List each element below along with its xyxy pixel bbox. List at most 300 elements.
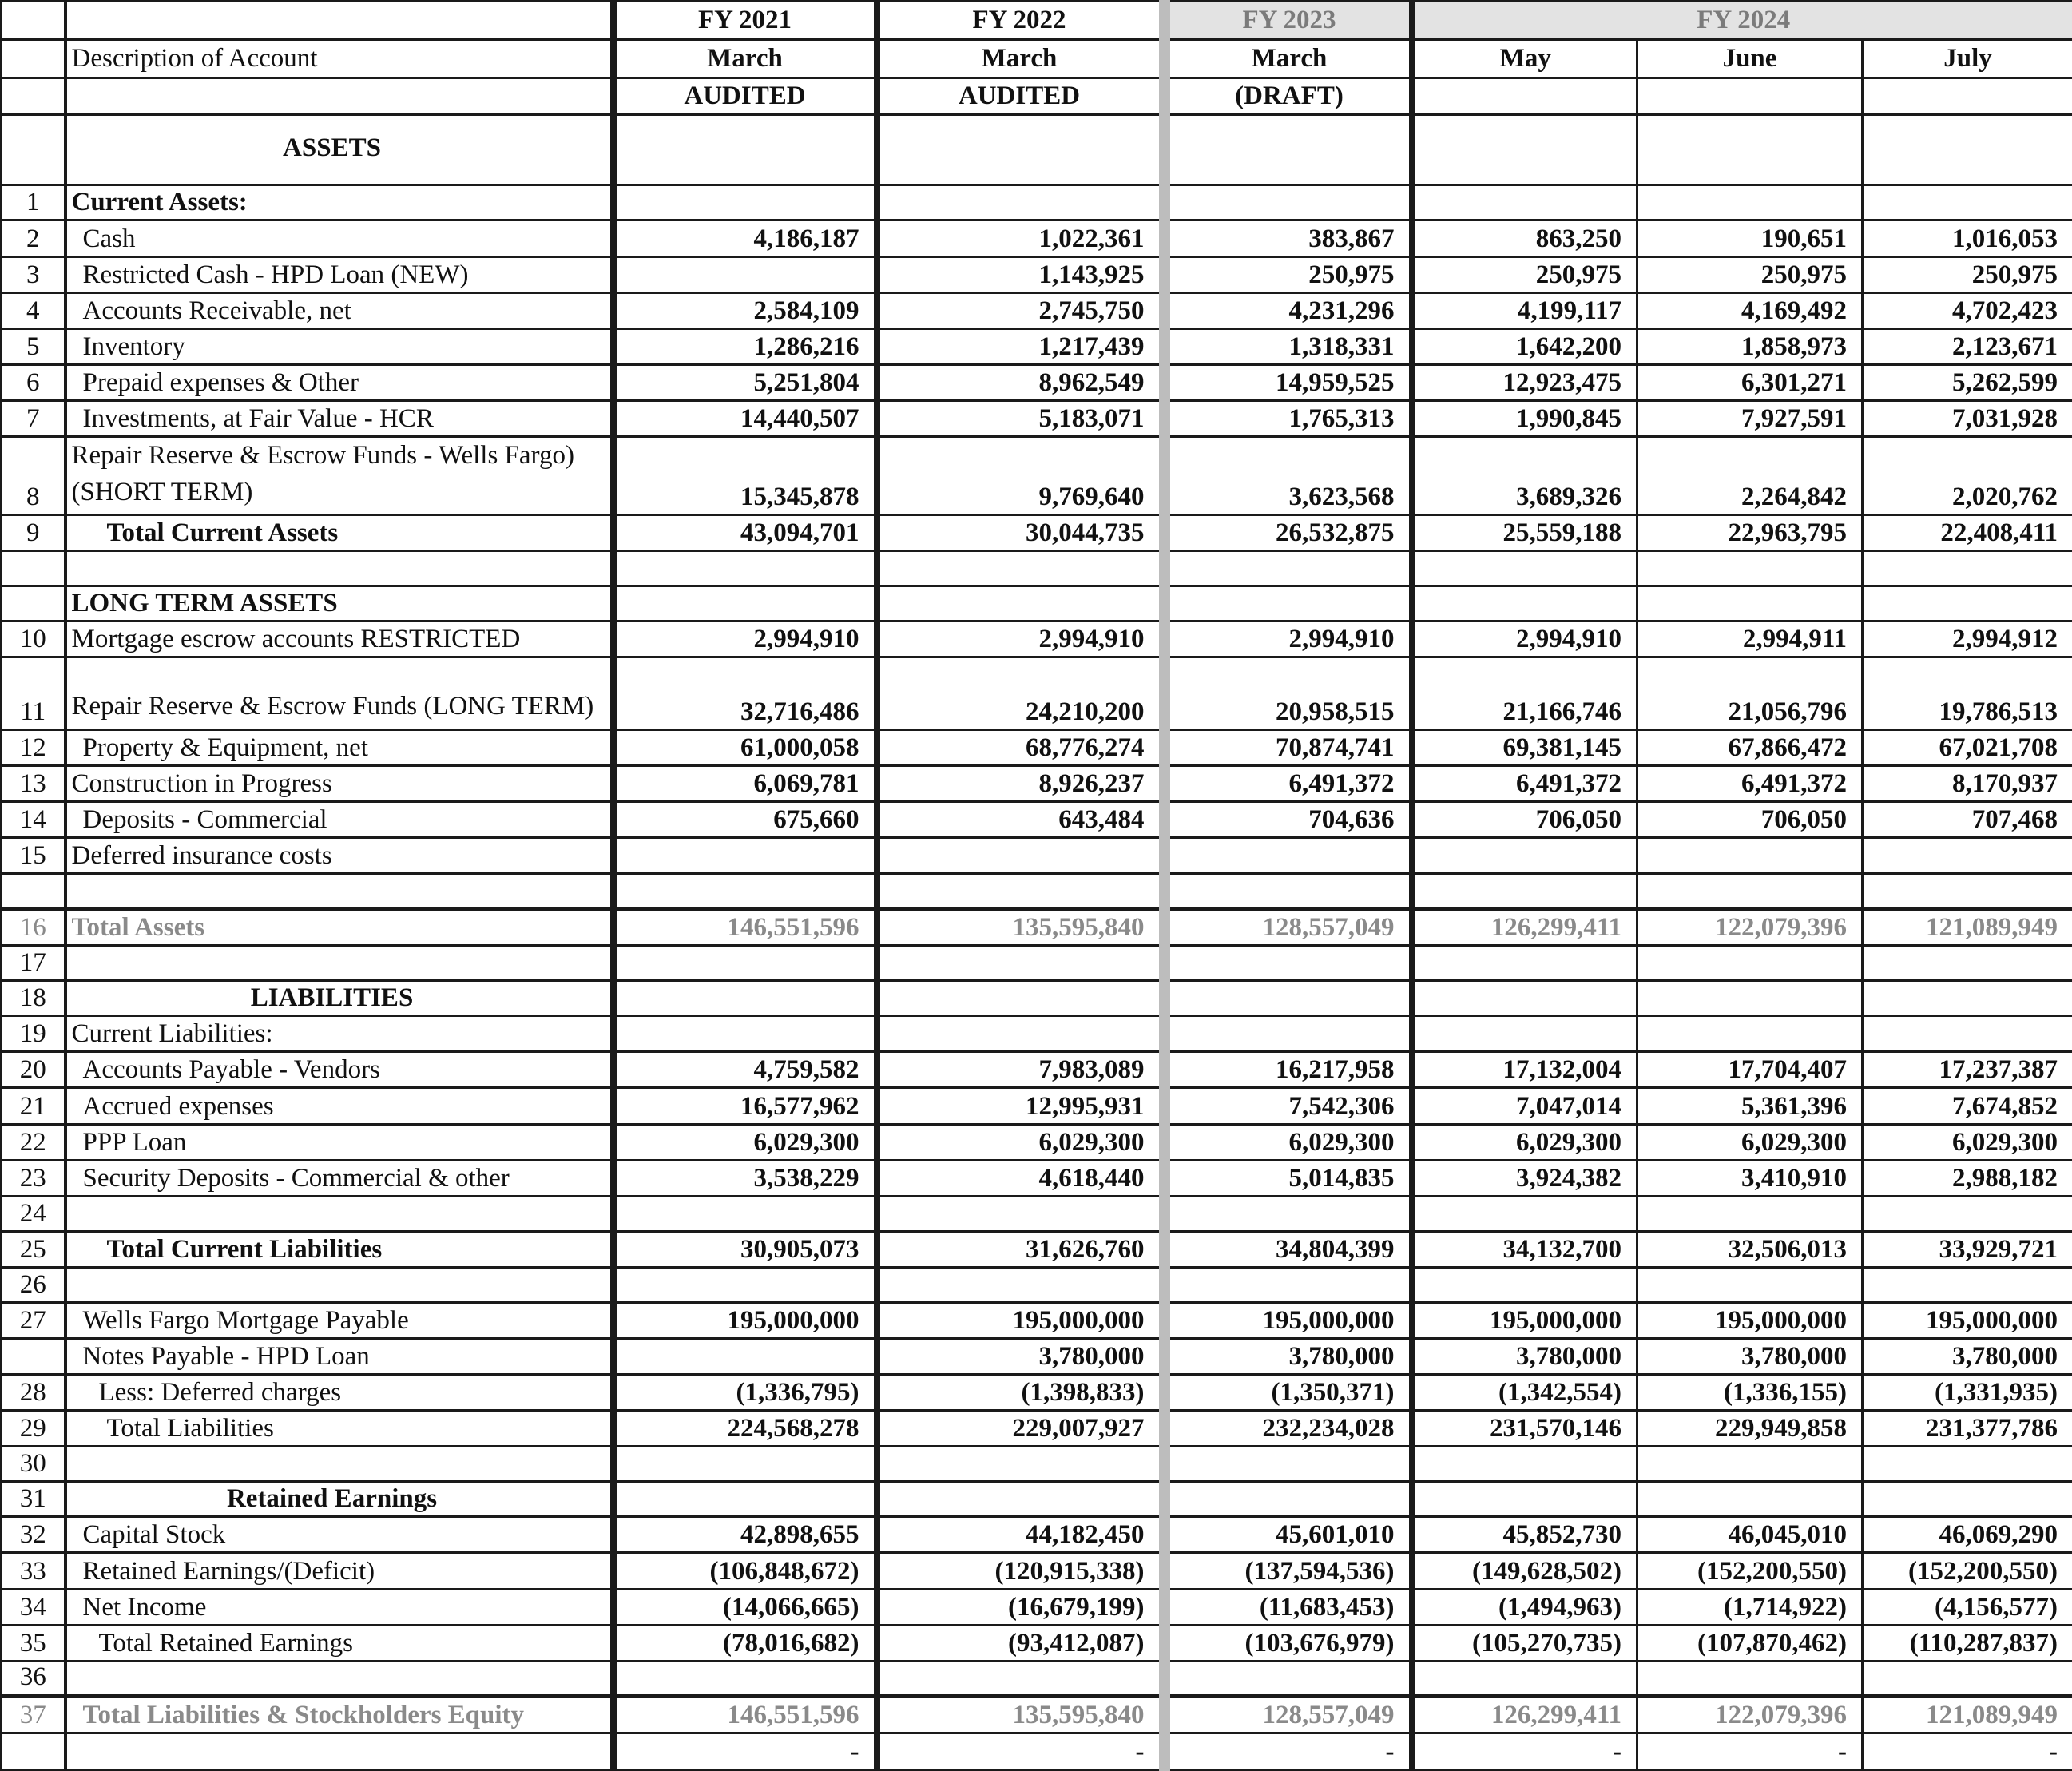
- value-fy2024-may: 1,642,200: [1412, 328, 1637, 364]
- value-fy2024-june: [1637, 1016, 1863, 1052]
- value-fy2024-july: 231,377,786: [1863, 1411, 2072, 1447]
- value-fy2024-may: [1412, 1016, 1637, 1052]
- value-fy2021-march: [613, 1482, 877, 1517]
- value-fy2024-june: 5,361,396: [1637, 1088, 1863, 1124]
- value-fy2022-march: (120,915,338): [877, 1553, 1165, 1589]
- blank-row: [2, 1267, 2072, 1302]
- value-fy2023-march: 232,234,028: [1165, 1411, 1412, 1447]
- value-fy2022-march: [877, 837, 1165, 873]
- value-fy2024-july: 22,408,411: [1863, 515, 2072, 551]
- table-row: [2, 765, 2072, 801]
- line-number: 14: [2, 801, 65, 837]
- value-fy2022-march: 3,780,000: [877, 1338, 1165, 1374]
- blank-row: [2, 1196, 2072, 1231]
- line-number: [2, 873, 65, 908]
- fy2024-status-july: [1863, 78, 2072, 115]
- value-fy2021-march: 5,251,804: [613, 364, 877, 400]
- table-row: [2, 185, 2072, 220]
- value-fy2022-march: 68,776,274: [877, 729, 1165, 765]
- value-fy2024-june: (152,200,550): [1637, 1553, 1863, 1589]
- line-number: 3: [2, 256, 65, 292]
- line-number: 2: [2, 220, 65, 256]
- value-fy2021-march: 146,551,596: [613, 909, 877, 946]
- value-fy2022-march: [877, 1196, 1165, 1231]
- value-fy2021-march: [613, 1338, 877, 1374]
- value-fy2022-march: [877, 1016, 1165, 1052]
- table-row: [2, 1088, 2072, 1124]
- value-fy2022-march: (93,412,087): [877, 1625, 1165, 1661]
- value-fy2021-march: 4,759,582: [613, 1052, 877, 1088]
- value-fy2022-march: 7,983,089: [877, 1052, 1165, 1088]
- value-fy2024-may: 3,924,382: [1412, 1160, 1637, 1196]
- value-fy2022-march: -: [877, 1733, 1165, 1769]
- value-fy2024-may: 195,000,000: [1412, 1302, 1637, 1338]
- account-description: [65, 946, 613, 981]
- line-number: 33: [2, 1553, 65, 1589]
- value-fy2024-july: [1863, 981, 2072, 1016]
- value-fy2022-march: 24,210,200: [877, 657, 1165, 729]
- blank-row: [2, 873, 2072, 908]
- value-fy2024-july: 8,170,937: [1863, 765, 2072, 801]
- value-fy2021-march: [613, 873, 877, 908]
- value-fy2024-may: -: [1412, 1733, 1637, 1769]
- fy2023-status: (DRAFT): [1165, 78, 1412, 115]
- value-fy2024-july: 121,089,949: [1863, 909, 2072, 946]
- line-number: [2, 586, 65, 621]
- value-fy2024-may: 7,047,014: [1412, 1088, 1637, 1124]
- value-fy2024-july: 195,000,000: [1863, 1302, 2072, 1338]
- value-fy2021-march: 2,994,910: [613, 621, 877, 657]
- value-fy2023-march: (11,683,453): [1165, 1589, 1412, 1625]
- value-fy2023-march: 34,804,399: [1165, 1231, 1412, 1267]
- value-fy2024-may: 1,990,845: [1412, 400, 1637, 436]
- value-fy2022-march: 30,044,735: [877, 515, 1165, 551]
- value-fy2024-june: 21,056,796: [1637, 657, 1863, 729]
- account-description: Accounts Receivable, net: [65, 292, 613, 328]
- value-fy2024-june: 7,927,591: [1637, 400, 1863, 436]
- value-fy2024-may: [1412, 946, 1637, 981]
- value-fy2024-may: [1412, 1267, 1637, 1302]
- value-fy2023-march: 14,959,525: [1165, 364, 1412, 400]
- value-fy2024-june: [1637, 837, 1863, 873]
- value-fy2022-march: [877, 1447, 1165, 1482]
- line-number: [2, 1733, 65, 1769]
- value-fy2024-june: 229,949,858: [1637, 1411, 1863, 1447]
- account-description: Deferred insurance costs: [65, 837, 613, 873]
- account-description: Inventory: [65, 328, 613, 364]
- line-number: 22: [2, 1124, 65, 1160]
- fy2024-status-june: [1637, 78, 1863, 115]
- fy2021-status: AUDITED: [613, 78, 877, 115]
- value-fy2024-june: [1637, 1482, 1863, 1517]
- value-fy2021-march: 2,584,109: [613, 292, 877, 328]
- value-fy2022-march: [877, 1267, 1165, 1302]
- fy2024-status-may: [1412, 78, 1637, 115]
- value-fy2024-may: 4,199,117: [1412, 292, 1637, 328]
- value-fy2024-june: [1637, 185, 1863, 220]
- value-fy2023-march: 5,014,835: [1165, 1160, 1412, 1196]
- value-fy2021-march: 224,568,278: [613, 1411, 877, 1447]
- value-fy2024-june: [1637, 586, 1863, 621]
- line-number: 15: [2, 837, 65, 873]
- value-fy2021-march: 6,029,300: [613, 1124, 877, 1160]
- account-description: LONG TERM ASSETS: [65, 586, 613, 621]
- account-description: Repair Reserve & Escrow Funds - Wells Fargo) (SHORT TERM): [65, 436, 613, 514]
- value-fy2024-june: (1,714,922): [1637, 1589, 1863, 1625]
- value-fy2024-june: 6,301,271: [1637, 364, 1863, 400]
- table-row: [2, 1231, 2072, 1267]
- value-fy2023-march: (137,594,536): [1165, 1553, 1412, 1589]
- fy2021-year: FY 2021: [613, 2, 877, 40]
- table-row: [2, 657, 2072, 729]
- value-fy2024-july: [1863, 837, 2072, 873]
- value-fy2021-march: 3,538,229: [613, 1160, 877, 1196]
- value-fy2024-may: 863,250: [1412, 220, 1637, 256]
- value-fy2024-may: 706,050: [1412, 801, 1637, 837]
- table-row: [2, 1124, 2072, 1160]
- value-fy2024-june: 4,169,492: [1637, 292, 1863, 328]
- account-description: PPP Loan: [65, 1124, 613, 1160]
- account-description: [65, 551, 613, 586]
- value-fy2024-june: [1637, 1661, 1863, 1696]
- value-fy2023-march: [1165, 981, 1412, 1016]
- value-fy2024-june: [1637, 1447, 1863, 1482]
- value-fy2022-march: 135,595,840: [877, 1696, 1165, 1733]
- table-row: [2, 1302, 2072, 1338]
- line-number: 13: [2, 765, 65, 801]
- value-fy2024-july: 2,994,912: [1863, 621, 2072, 657]
- value-fy2021-march: 14,440,507: [613, 400, 877, 436]
- value-fy2023-march: 7,542,306: [1165, 1088, 1412, 1124]
- value-fy2023-march: 6,029,300: [1165, 1124, 1412, 1160]
- line-number-header: [2, 40, 65, 78]
- account-description: Total Retained Earnings: [65, 1625, 613, 1661]
- value-fy2024-june: 122,079,396: [1637, 909, 1863, 946]
- table-row: [2, 1160, 2072, 1196]
- line-number: 18: [2, 981, 65, 1016]
- account-description: Accounts Payable - Vendors: [65, 1052, 613, 1088]
- value-fy2024-june: (107,870,462): [1637, 1625, 1863, 1661]
- value-fy2024-july: 4,702,423: [1863, 292, 2072, 328]
- desc-header-blank: [65, 78, 613, 115]
- value-fy2024-june: [1637, 1267, 1863, 1302]
- value-fy2024-june: [1637, 551, 1863, 586]
- value-fy2023-march: [1165, 1196, 1412, 1231]
- value-fy2022-march: 2,994,910: [877, 621, 1165, 657]
- account-description: Cash: [65, 220, 613, 256]
- value-fy2024-july: [1863, 1016, 2072, 1052]
- value-fy2024-july: 5,262,599: [1863, 364, 2072, 400]
- value-fy2024-july: 707,468: [1863, 801, 2072, 837]
- value-fy2024-may: 34,132,700: [1412, 1231, 1637, 1267]
- value-fy2024-july: 3,780,000: [1863, 1338, 2072, 1374]
- value-fy2024-june: [1637, 946, 1863, 981]
- account-description: Construction in Progress: [65, 765, 613, 801]
- fy2022-status: AUDITED: [877, 78, 1165, 115]
- fy2024-year: FY 2024: [1412, 2, 2072, 40]
- value-fy2022-march: 12,995,931: [877, 1088, 1165, 1124]
- value-fy2022-march: 1,022,361: [877, 220, 1165, 256]
- value-fy2024-june: 46,045,010: [1637, 1517, 1863, 1553]
- value-fy2024-july: [1863, 1196, 2072, 1231]
- table-row: [2, 909, 2072, 946]
- table-row: [2, 1696, 2072, 1733]
- value-fy2024-july: 46,069,290: [1863, 1517, 2072, 1553]
- line-number: 26: [2, 1267, 65, 1302]
- value-fy2024-july: [1863, 1447, 2072, 1482]
- value-fy2022-march: 9,769,640: [877, 436, 1165, 514]
- value-fy2022-march: 4,618,440: [877, 1160, 1165, 1196]
- value-fy2024-may: (1,342,554): [1412, 1375, 1637, 1411]
- table-row: [2, 400, 2072, 436]
- value-fy2023-march: 3,780,000: [1165, 1338, 1412, 1374]
- line-number: 34: [2, 1589, 65, 1625]
- value-fy2022-march: 195,000,000: [877, 1302, 1165, 1338]
- table-row: [2, 1052, 2072, 1088]
- value-fy2021-march: 15,345,878: [613, 436, 877, 514]
- value-fy2023-march: [1165, 586, 1412, 621]
- value-fy2021-march: 16,577,962: [613, 1088, 877, 1124]
- value-fy2024-june: 2,994,911: [1637, 621, 1863, 657]
- table-row: [2, 220, 2072, 256]
- value-fy2021-march: (1,336,795): [613, 1375, 877, 1411]
- value-fy2021-march: [613, 1447, 877, 1482]
- value-fy2024-july: 2,020,762: [1863, 436, 2072, 514]
- value-fy2021-march: 1,286,216: [613, 328, 877, 364]
- value-fy2024-june: 17,704,407: [1637, 1052, 1863, 1088]
- value-fy2024-may: [1412, 1482, 1637, 1517]
- value-fy2022-march: 6,029,300: [877, 1124, 1165, 1160]
- header-row-month: [2, 40, 2072, 78]
- value-fy2024-may: [1412, 586, 1637, 621]
- line-number: 4: [2, 292, 65, 328]
- line-number: 19: [2, 1016, 65, 1052]
- value-fy2024-june: 67,866,472: [1637, 729, 1863, 765]
- line-number: 10: [2, 621, 65, 657]
- value-fy2022-march: (16,679,199): [877, 1589, 1165, 1625]
- value-fy2021-march: [613, 256, 877, 292]
- blank-row: [2, 1661, 2072, 1696]
- value-fy2024-june: 6,491,372: [1637, 765, 1863, 801]
- value-fy2024-june: [1637, 1196, 1863, 1231]
- desc-header-blank: [65, 2, 613, 40]
- account-description: Retained Earnings: [65, 1482, 613, 1517]
- line-number: 31: [2, 1482, 65, 1517]
- value-fy2024-may: (1,494,963): [1412, 1589, 1637, 1625]
- value-fy2022-march: 8,926,237: [877, 765, 1165, 801]
- blank-row: [2, 551, 2072, 586]
- line-number: [2, 551, 65, 586]
- value-fy2022-march: 1,217,439: [877, 328, 1165, 364]
- value-fy2023-march: [1165, 1016, 1412, 1052]
- value-fy2024-june: [1637, 115, 1863, 185]
- value-fy2024-may: 126,299,411: [1412, 1696, 1637, 1733]
- value-fy2023-march: [1165, 185, 1412, 220]
- account-description: Total Liabilities: [65, 1411, 613, 1447]
- table-row: [2, 115, 2072, 185]
- value-fy2024-may: [1412, 873, 1637, 908]
- value-fy2024-july: [1863, 551, 2072, 586]
- line-number: 5: [2, 328, 65, 364]
- value-fy2022-march: 44,182,450: [877, 1517, 1165, 1553]
- fy2022-month: March: [877, 40, 1165, 78]
- value-fy2024-july: [1863, 873, 2072, 908]
- account-description: Total Current Liabilities: [65, 1231, 613, 1267]
- fy2023-month: March: [1165, 40, 1412, 78]
- value-fy2024-may: 45,852,730: [1412, 1517, 1637, 1553]
- value-fy2023-march: 70,874,741: [1165, 729, 1412, 765]
- table-row: [2, 436, 2072, 514]
- account-description: LIABILITIES: [65, 981, 613, 1016]
- table-row: [2, 292, 2072, 328]
- value-fy2024-july: 6,029,300: [1863, 1124, 2072, 1160]
- value-fy2024-may: (149,628,502): [1412, 1553, 1637, 1589]
- value-fy2024-june: 190,651: [1637, 220, 1863, 256]
- value-fy2024-may: [1412, 981, 1637, 1016]
- value-fy2024-may: 126,299,411: [1412, 909, 1637, 946]
- value-fy2024-june: 6,029,300: [1637, 1124, 1863, 1160]
- account-description: Notes Payable - HPD Loan: [65, 1338, 613, 1374]
- value-fy2024-june: [1637, 873, 1863, 908]
- line-number: 6: [2, 364, 65, 400]
- value-fy2021-march: (14,066,665): [613, 1589, 877, 1625]
- value-fy2021-march: [613, 1267, 877, 1302]
- line-number: [2, 115, 65, 185]
- line-number: 32: [2, 1517, 65, 1553]
- value-fy2024-may: [1412, 1661, 1637, 1696]
- value-fy2023-march: 6,491,372: [1165, 765, 1412, 801]
- account-description: Property & Equipment, net: [65, 729, 613, 765]
- value-fy2021-march: 146,551,596: [613, 1696, 877, 1733]
- line-number: 20: [2, 1052, 65, 1088]
- blank-row: [2, 1447, 2072, 1482]
- desc-header: Description of Account: [65, 40, 613, 78]
- value-fy2022-march: 2,745,750: [877, 292, 1165, 328]
- value-fy2024-july: 33,929,721: [1863, 1231, 2072, 1267]
- table-row: [2, 1411, 2072, 1447]
- value-fy2023-march: 3,623,568: [1165, 436, 1412, 514]
- account-description: [65, 1661, 613, 1696]
- account-description: Net Income: [65, 1589, 613, 1625]
- account-description: Total Liabilities & Stockholders Equity: [65, 1696, 613, 1733]
- value-fy2024-may: 2,994,910: [1412, 621, 1637, 657]
- line-number: 1: [2, 185, 65, 220]
- account-description: Deposits - Commercial: [65, 801, 613, 837]
- value-fy2022-march: 1,143,925: [877, 256, 1165, 292]
- value-fy2021-march: [613, 115, 877, 185]
- account-description: Capital Stock: [65, 1517, 613, 1553]
- value-fy2024-july: [1863, 586, 2072, 621]
- value-fy2024-may: 25,559,188: [1412, 515, 1637, 551]
- value-fy2024-may: 3,780,000: [1412, 1338, 1637, 1374]
- value-fy2022-march: [877, 946, 1165, 981]
- value-fy2021-march: (78,016,682): [613, 1625, 877, 1661]
- line-number: 35: [2, 1625, 65, 1661]
- value-fy2024-july: 7,674,852: [1863, 1088, 2072, 1124]
- value-fy2024-july: (4,156,577): [1863, 1589, 2072, 1625]
- table-row: [2, 1625, 2072, 1661]
- line-number: 11: [2, 657, 65, 729]
- line-number: 29: [2, 1411, 65, 1447]
- line-number: 17: [2, 946, 65, 981]
- value-fy2023-march: [1165, 1661, 1412, 1696]
- value-fy2024-july: [1863, 1661, 2072, 1696]
- value-fy2024-july: 250,975: [1863, 256, 2072, 292]
- value-fy2024-may: [1412, 837, 1637, 873]
- line-number: 7: [2, 400, 65, 436]
- value-fy2024-may: 69,381,145: [1412, 729, 1637, 765]
- value-fy2021-march: [613, 1661, 877, 1696]
- value-fy2024-july: [1863, 1482, 2072, 1517]
- table-row: [2, 801, 2072, 837]
- line-number: 16: [2, 909, 65, 946]
- line-number: 25: [2, 1231, 65, 1267]
- value-fy2024-july: (110,287,837): [1863, 1625, 2072, 1661]
- account-description: Accrued expenses: [65, 1088, 613, 1124]
- value-fy2022-march: [877, 1482, 1165, 1517]
- fy2023-year: FY 2023: [1165, 2, 1412, 40]
- value-fy2024-may: 6,029,300: [1412, 1124, 1637, 1160]
- value-fy2023-march: 128,557,049: [1165, 909, 1412, 946]
- value-fy2023-march: (1,350,371): [1165, 1375, 1412, 1411]
- table-row: [2, 364, 2072, 400]
- value-fy2023-march: [1165, 551, 1412, 586]
- value-fy2024-may: [1412, 551, 1637, 586]
- value-fy2024-june: 2,264,842: [1637, 436, 1863, 514]
- value-fy2022-march: (1,398,833): [877, 1375, 1165, 1411]
- table-row: [2, 729, 2072, 765]
- account-description: Investments, at Fair Value - HCR: [65, 400, 613, 436]
- line-number-header: [2, 2, 65, 40]
- value-fy2021-march: [613, 586, 877, 621]
- blank-row: [2, 946, 2072, 981]
- value-fy2024-july: 19,786,513: [1863, 657, 2072, 729]
- line-number: 23: [2, 1160, 65, 1196]
- account-description: [65, 873, 613, 908]
- fy2021-month: March: [613, 40, 877, 78]
- value-fy2022-march: 8,962,549: [877, 364, 1165, 400]
- value-fy2024-july: [1863, 1267, 2072, 1302]
- value-fy2024-june: -: [1637, 1733, 1863, 1769]
- value-fy2023-march: 2,994,910: [1165, 621, 1412, 657]
- value-fy2021-march: 675,660: [613, 801, 877, 837]
- line-number-header: [2, 78, 65, 115]
- table-row: [2, 1517, 2072, 1553]
- value-fy2021-march: 6,069,781: [613, 765, 877, 801]
- table-row: [2, 1553, 2072, 1589]
- value-fy2021-march: 61,000,058: [613, 729, 877, 765]
- table-row: [2, 1016, 2072, 1052]
- value-fy2024-july: 121,089,949: [1863, 1696, 2072, 1733]
- value-fy2023-march: 45,601,010: [1165, 1517, 1412, 1553]
- line-number: [2, 1338, 65, 1374]
- value-fy2023-march: [1165, 873, 1412, 908]
- value-fy2024-may: [1412, 115, 1637, 185]
- value-fy2024-june: (1,336,155): [1637, 1375, 1863, 1411]
- line-number: 28: [2, 1375, 65, 1411]
- value-fy2024-july: 17,237,387: [1863, 1052, 2072, 1088]
- table-row: [2, 1338, 2072, 1374]
- value-fy2024-may: 231,570,146: [1412, 1411, 1637, 1447]
- line-number: 8: [2, 436, 65, 514]
- value-fy2023-march: 1,318,331: [1165, 328, 1412, 364]
- value-fy2024-june: 1,858,973: [1637, 328, 1863, 364]
- value-fy2024-july: 67,021,708: [1863, 729, 2072, 765]
- table-row: [2, 837, 2072, 873]
- value-fy2024-july: (1,331,935): [1863, 1375, 2072, 1411]
- value-fy2022-march: [877, 115, 1165, 185]
- value-fy2024-june: 122,079,396: [1637, 1696, 1863, 1733]
